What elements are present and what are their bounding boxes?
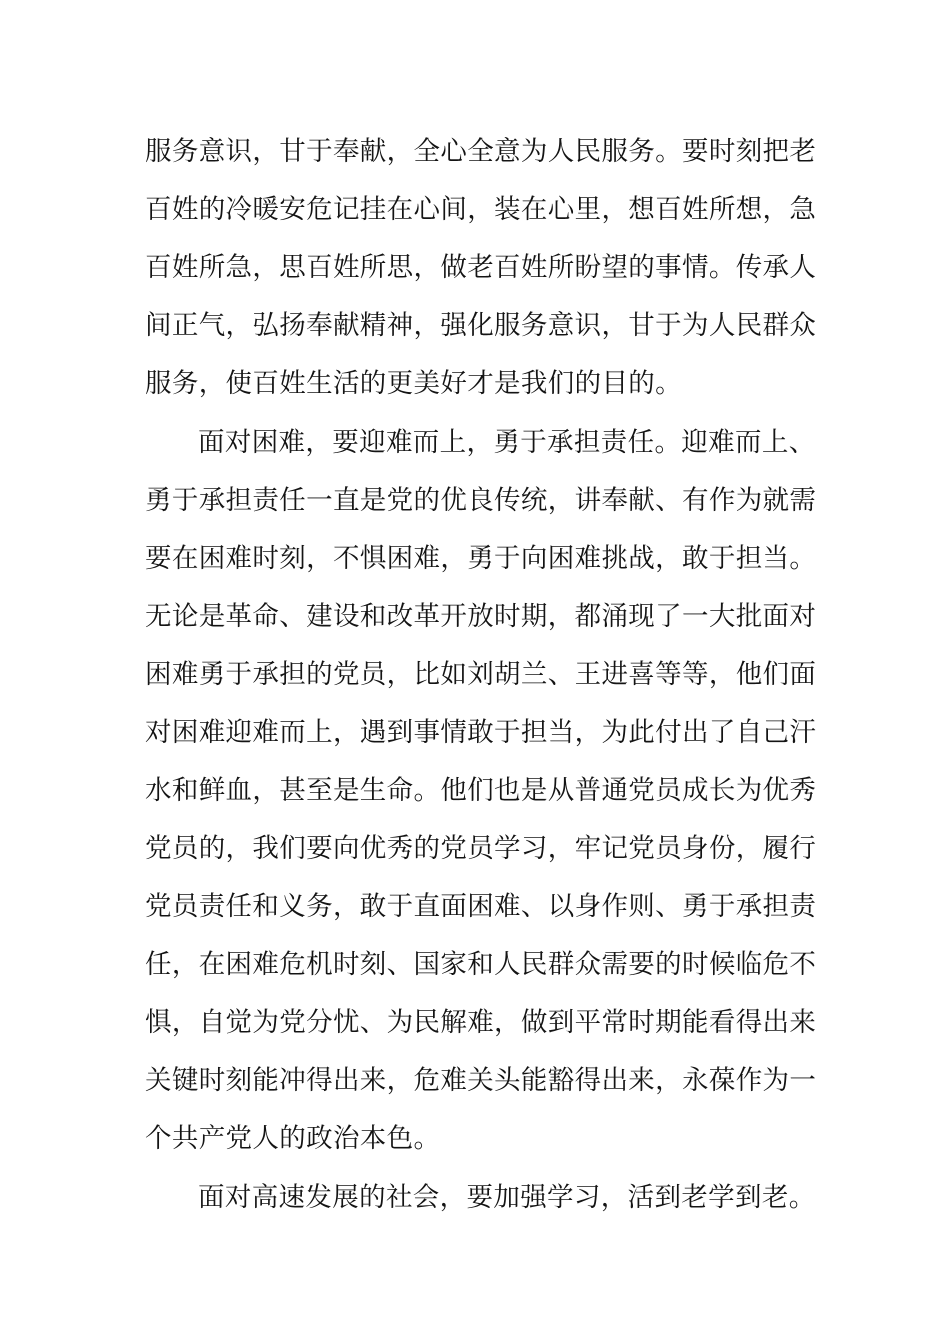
text-line: 对困难迎难而上，遇到事情敢于担当，为此付出了自己汗 xyxy=(145,717,817,748)
text-line: 服务，使百姓生活的更美好才是我们的目的。 xyxy=(145,368,682,399)
text-line: 惧，自觉为党分忧、为民解难，做到平常时期能看得出来 xyxy=(145,1007,817,1038)
text-line: 个共产党人的政治本色。 xyxy=(145,1123,441,1154)
text-line: 间正气，弘扬奉献精神，强化服务意识，甘于为人民群众 xyxy=(145,310,817,341)
text-line: 勇于承担责任一直是党的优良传统，讲奉献、有作为就需 xyxy=(145,485,817,516)
text-line: 无论是革命、建设和改革开放时期，都涌现了一大批面对 xyxy=(145,601,817,632)
text-line: 服务意识，甘于奉献，全心全意为人民服务。要时刻把老 xyxy=(145,136,817,167)
paragraph-first-line: 面对高速发展的社会，要加强学习，活到老学到老。 xyxy=(198,1182,816,1213)
text-line: 任，在困难危机时刻、国家和人民群众需要的时候临危不 xyxy=(145,949,817,980)
text-line: 党员的，我们要向优秀的党员学习，牢记党员身份，履行 xyxy=(145,833,817,864)
text-line: 要在困难时刻，不惧困难，勇于向困难挑战，敢于担当。 xyxy=(145,543,817,574)
text-line: 百姓所急，思百姓所思，做老百姓所盼望的事情。传承人 xyxy=(145,252,817,283)
text-line: 党员责任和义务，敢于直面困难、以身作则、勇于承担责 xyxy=(145,891,817,922)
paragraph-first-line: 面对困难，要迎难而上，勇于承担责任。迎难而上、 xyxy=(198,427,816,458)
text-line: 关键时刻能冲得出来，危难关头能豁得出来，永葆作为一 xyxy=(145,1065,817,1096)
text-line: 百姓的冷暖安危记挂在心间，装在心里，想百姓所想，急 xyxy=(145,194,817,225)
text-line: 困难勇于承担的党员，比如刘胡兰、王进喜等等，他们面 xyxy=(145,659,817,690)
text-line: 水和鲜血，甚至是生命。他们也是从普通党员成长为优秀 xyxy=(145,775,817,806)
